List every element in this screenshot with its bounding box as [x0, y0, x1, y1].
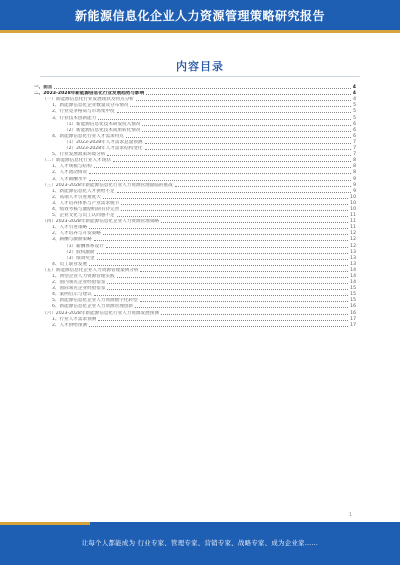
toc-entry-text: （一）新能源信息化行业发展现状及特点分析 — [42, 97, 134, 103]
toc-entry-text: 3、行业技术创新能力 — [52, 115, 97, 121]
toc-entry-text: （四）2023-2028年新能源信息化企业人力资源管理策略 — [42, 219, 159, 225]
toc-leader-dots — [97, 253, 349, 254]
toc-leader-dots — [89, 265, 348, 266]
toc-entry-text: 3、国际领先企业经验借鉴 — [52, 286, 106, 292]
toc-leader-dots — [161, 222, 348, 223]
toc-leader-dots — [130, 106, 351, 107]
toc-leader-dots — [175, 186, 351, 187]
toc-entry-text: 6、新能源信息化企业人力资源管理创新 — [52, 304, 134, 310]
toc-entry-page: 10 — [350, 200, 356, 206]
toc-entry-page: 12 — [350, 243, 356, 249]
toc-entry-text: 4、绩效考核与激励机制有待完善 — [52, 206, 120, 212]
toc-leader-dots — [94, 240, 348, 241]
toc-leader-dots — [126, 137, 351, 138]
toc-leader-dots — [89, 180, 351, 181]
toc-leader-dots — [117, 277, 348, 278]
toc-leader-dots — [54, 88, 350, 89]
toc-leader-dots — [117, 216, 348, 217]
toc-leader-dots — [89, 326, 348, 327]
toc-entry-page: 14 — [350, 280, 356, 286]
toc-entry-page: 11 — [350, 213, 356, 219]
toc-entry-text: 2、国内领先企业经验借鉴 — [52, 280, 106, 286]
toc-entry-text: （1）新能源信息化技术研发投入情况 — [64, 121, 141, 127]
toc-entry-text: 1、人才规模与结构 — [52, 164, 92, 170]
toc-entry-text: 1、新能源信息化人才供给不足 — [52, 188, 115, 194]
toc-entry-text: （2）2023-2028年人才需求结构变化 — [64, 146, 143, 152]
toc-leader-dots — [103, 234, 348, 235]
toc-entry-page: 17 — [350, 316, 356, 322]
toc-leader-dots — [89, 173, 351, 174]
toc-entry-page: 13 — [350, 261, 356, 267]
toc-entry-page: 15 — [350, 292, 356, 298]
toc-entry-text: 二、2023-2028年新能源信息化行业发展趋势与影响 — [34, 91, 145, 97]
toc-entry-page: 8 — [353, 170, 356, 176]
toc-entry-text: 1、行业人才需求预测 — [52, 316, 97, 322]
toc-leader-dots — [121, 204, 348, 205]
toc-leader-dots — [98, 320, 348, 321]
toc-entry-page: 6 — [353, 127, 356, 133]
toc-leader-dots — [97, 259, 349, 260]
toc-leader-dots — [117, 192, 351, 193]
toc-entry-text: （二）新能源信息化行业人才现状 — [42, 158, 111, 164]
toc-entry-text: （1）2023-2028年人才需求总量预测 — [64, 139, 143, 145]
toc-entry-page: 15 — [350, 298, 356, 304]
toc-entry-page: 5 — [353, 103, 356, 109]
toc-entry-page: 11 — [350, 225, 356, 231]
toc-leader-dots — [94, 167, 351, 168]
toc-entry-page: 8 — [353, 164, 356, 170]
toc-entry-text: 2、高端人才引进难度大 — [52, 194, 101, 200]
toc-leader-dots — [140, 271, 348, 272]
toc-entry-page: 13 — [350, 249, 356, 255]
toc-leader-dots — [107, 283, 348, 284]
toc-leader-dots — [136, 100, 351, 101]
footer-banner — [0, 522, 400, 565]
toc-leader-dots — [103, 198, 348, 199]
toc-entry-page: 14 — [350, 274, 356, 279]
toc-entry-text: （2）新能源信息化技术成果转化情况 — [64, 127, 141, 133]
toc-entry-text: 3、人才薪酬水平 — [52, 176, 88, 182]
toc-leader-dots — [117, 112, 351, 113]
toc-entry-text: 1、新能源信息化企业数量及分布情况 — [52, 103, 129, 109]
toc-entry-text: 2、行业竞争格局与市场集中度 — [52, 109, 115, 115]
toc-leader-dots — [106, 247, 348, 248]
toc-leader-dots — [89, 228, 348, 229]
toc-entry-page: 4 — [353, 97, 356, 103]
toc-entry-page: 12 — [350, 237, 356, 243]
toc-heading: 内容目录 — [176, 60, 224, 73]
toc-entry-page: 7 — [353, 139, 356, 145]
toc-entry-text: 4、员工职业发展 — [52, 261, 88, 267]
toc-leader-dots — [107, 155, 351, 156]
toc-entry[interactable] — [34, 322, 356, 328]
toc-entry-page: 6 — [353, 121, 356, 127]
toc-entry-text: 2、人才培养与开发策略 — [52, 231, 101, 237]
toc-entry-page: 15 — [350, 286, 356, 292]
toc-leader-dots — [135, 307, 348, 308]
toc-entry-page: 9 — [353, 188, 356, 194]
toc-entry-text: （三）2023-2028年新能源信息化行业人力资源管理面临的挑战 — [42, 182, 173, 188]
toc-entry-page: 9 — [353, 176, 356, 182]
toc-entry-page: 5 — [353, 109, 356, 115]
toc-entry-text: 5、新能源信息化企业人力资源数字化转型 — [52, 298, 138, 304]
toc-entry-text: （六）2023-2028年新能源信息化行业人力资源发展预测 — [42, 310, 159, 316]
footer-accent-stripe — [0, 522, 90, 525]
toc-leader-dots — [145, 143, 352, 144]
toc-entry-text: 2、人才供给预测 — [52, 322, 88, 328]
header-banner — [0, 0, 400, 30]
toc-leader-dots — [142, 125, 351, 126]
toc-entry-text: 4、新能源信息化行业人才需求特点 — [52, 133, 124, 139]
toc-entry-text: （2）股权激励 — [64, 249, 95, 255]
toc-entry-page: 12 — [350, 231, 356, 237]
toc-entry-page: 9 — [353, 182, 356, 188]
toc-leader-dots — [146, 94, 351, 95]
toc-entry-page: 11 — [350, 219, 356, 225]
toc-entry-page: 10 — [350, 194, 356, 200]
toc-leader-dots — [140, 301, 349, 302]
header-accent-stripe — [0, 30, 400, 33]
toc-leader-dots — [145, 149, 352, 150]
toc-leader-dots — [107, 289, 348, 290]
toc-entry-text: 3、薪酬与激励策略 — [52, 237, 92, 243]
toc-entry-page: 16 — [350, 310, 356, 316]
toc-entry-text: （3）绩效奖金 — [64, 255, 95, 261]
toc-leader-dots — [142, 131, 351, 132]
toc-entry-page: 8 — [353, 158, 356, 164]
toc-entry-page: 4 — [352, 91, 356, 97]
toc-entry-text: 4、案例启示与建议 — [52, 292, 92, 298]
toc-entry-text: 5、行业发展政策环境分析 — [52, 152, 106, 158]
toc-entry-text: 5、企业文化与员工认同感不足 — [52, 213, 115, 219]
footer-slogan: 让每个人都能成为 行业专家、管理专家、营销专家、战略专家、成为企业家…… — [81, 539, 319, 547]
toc-leader-dots — [161, 314, 348, 315]
toc-entry-page: 17 — [350, 322, 356, 328]
toc-entry-text: 一、前言 — [34, 85, 53, 91]
toc-entry-text: 3、人才培养体系与产业需求脱节 — [52, 200, 120, 206]
report-title: 新能源信息化企业人力资源管理策略研究报告 — [74, 9, 325, 23]
toc-entry-page: 6 — [353, 133, 356, 139]
toc-entry-page: 14 — [350, 267, 356, 273]
toc-entry-page: 16 — [350, 304, 356, 310]
toc-entry-page: 5 — [353, 115, 356, 121]
toc-entry-text: （1）薪酬体系设计 — [64, 243, 104, 249]
toc-leader-dots — [121, 210, 348, 211]
toc-entry-text: 1、人才引进策略 — [52, 225, 88, 231]
page-number: 1 — [349, 513, 352, 518]
toc-leader-dots — [98, 119, 351, 120]
toc-leader-dots — [94, 295, 348, 296]
toc-entry-page: 7 — [353, 152, 356, 158]
toc-entry-text: 1、典型企业人力资源管理实践 — [52, 274, 115, 279]
table-of-contents — [34, 84, 356, 328]
toc-divider — [40, 76, 360, 77]
toc-entry-page: 7 — [353, 146, 356, 152]
toc-entry-text: （五）新能源信息化企业人力资源管理案例分析 — [42, 267, 139, 273]
toc-entry-text: 2、人才流动情况 — [52, 170, 88, 176]
toc-entry-page: 13 — [350, 255, 356, 261]
toc-leader-dots — [113, 161, 351, 162]
toc-entry-page: 4 — [352, 85, 356, 91]
toc-entry-page: 10 — [350, 206, 356, 212]
